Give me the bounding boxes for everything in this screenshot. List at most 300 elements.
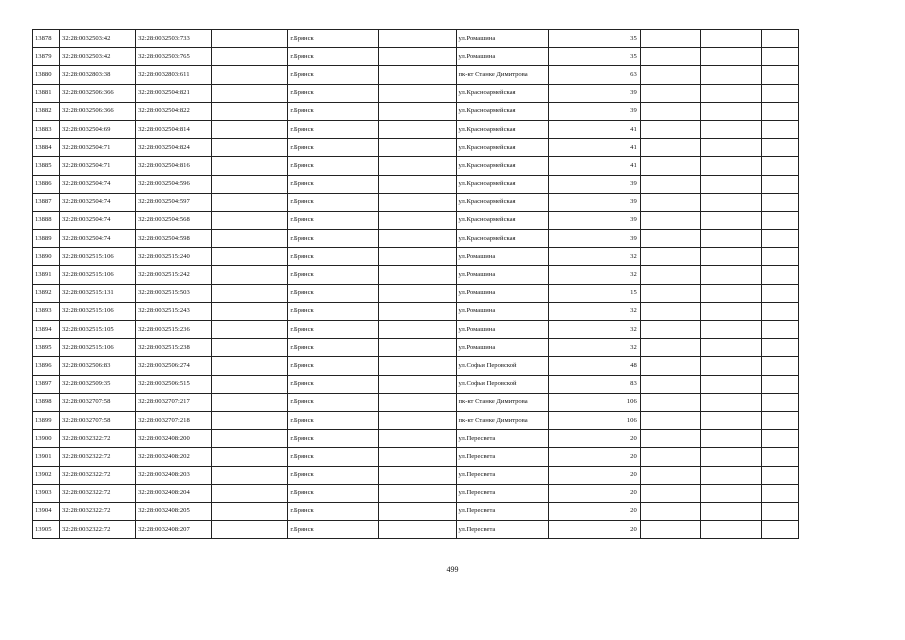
row-number-cell: 13880: [33, 66, 60, 84]
house-cell: 48: [548, 357, 640, 375]
empty-cell: [212, 502, 288, 520]
house-cell: 20: [548, 430, 640, 448]
house-cell: 106: [548, 411, 640, 429]
row-number-cell: 13891: [33, 266, 60, 284]
empty-cell: [761, 302, 798, 320]
house-cell: 20: [548, 448, 640, 466]
object-number-cell: 32:28:0032707:217: [136, 393, 212, 411]
row-number-cell: 13881: [33, 84, 60, 102]
object-number-cell: 32:28:0032504:824: [136, 139, 212, 157]
empty-cell: [761, 284, 798, 302]
table-row: [33, 175, 799, 193]
empty-cell: [761, 248, 798, 266]
empty-cell: [700, 302, 761, 320]
row-number-cell: 13889: [33, 230, 60, 248]
empty-cell: [212, 466, 288, 484]
parcel-number-cell: 32:28:0032515:106: [60, 302, 136, 320]
empty-cell: [761, 266, 798, 284]
table-row: [33, 375, 799, 393]
house-cell: 20: [548, 484, 640, 502]
house-cell: 15: [548, 284, 640, 302]
empty-cell: [212, 139, 288, 157]
city-cell: г.Брянск: [288, 266, 379, 284]
object-number-cell: 32:28:0032408:204: [136, 484, 212, 502]
object-number-cell: 32:28:0032504:597: [136, 193, 212, 211]
parcel-number-cell: 32:28:0032504:71: [60, 157, 136, 175]
object-number-cell: 32:28:0032504:596: [136, 175, 212, 193]
empty-cell: [761, 321, 798, 339]
empty-cell: [379, 48, 456, 66]
object-number-cell: 32:28:0032503:765: [136, 48, 212, 66]
empty-cell: [640, 230, 700, 248]
table-row: [33, 521, 799, 539]
empty-cell: [379, 139, 456, 157]
empty-cell: [212, 484, 288, 502]
empty-cell: [640, 120, 700, 138]
row-number-cell: 13885: [33, 157, 60, 175]
row-number-cell: 13884: [33, 139, 60, 157]
empty-cell: [212, 66, 288, 84]
object-number-cell: 32:28:0032515:236: [136, 321, 212, 339]
row-number-cell: 13883: [33, 120, 60, 138]
empty-cell: [640, 321, 700, 339]
table-row: [33, 411, 799, 429]
city-cell: г.Брянск: [288, 411, 379, 429]
street-cell: ул.Пересвета: [456, 448, 548, 466]
empty-cell: [212, 284, 288, 302]
row-number-cell: 13890: [33, 248, 60, 266]
row-number-cell: 13893: [33, 302, 60, 320]
empty-cell: [761, 393, 798, 411]
street-cell: ул.Ромашина: [456, 30, 548, 48]
street-cell: ул.Ромашина: [456, 48, 548, 66]
parcel-number-cell: 32:28:0032322:72: [60, 484, 136, 502]
street-cell: ул.Красноармейская: [456, 139, 548, 157]
street-cell: ул.Красноармейская: [456, 211, 548, 229]
house-cell: 41: [548, 157, 640, 175]
empty-cell: [212, 430, 288, 448]
house-cell: 39: [548, 175, 640, 193]
city-cell: г.Брянск: [288, 48, 379, 66]
empty-cell: [379, 321, 456, 339]
empty-cell: [640, 102, 700, 120]
empty-cell: [379, 357, 456, 375]
house-cell: 32: [548, 266, 640, 284]
row-number-cell: 13886: [33, 175, 60, 193]
empty-cell: [640, 193, 700, 211]
object-number-cell: 32:28:0032515:503: [136, 284, 212, 302]
parcel-number-cell: 32:28:0032322:72: [60, 466, 136, 484]
house-cell: 32: [548, 321, 640, 339]
house-cell: 20: [548, 521, 640, 539]
empty-cell: [640, 175, 700, 193]
city-cell: г.Брянск: [288, 448, 379, 466]
street-cell: ул.Ромашина: [456, 284, 548, 302]
empty-cell: [761, 466, 798, 484]
table-row: [33, 120, 799, 138]
empty-cell: [640, 248, 700, 266]
parcel-number-cell: 32:28:0032322:72: [60, 521, 136, 539]
empty-cell: [640, 139, 700, 157]
city-cell: г.Брянск: [288, 484, 379, 502]
row-number-cell: 13879: [33, 48, 60, 66]
empty-cell: [640, 302, 700, 320]
row-number-cell: 13904: [33, 502, 60, 520]
empty-cell: [212, 375, 288, 393]
parcel-number-cell: 32:28:0032515:106: [60, 266, 136, 284]
empty-cell: [212, 211, 288, 229]
house-cell: 106: [548, 393, 640, 411]
empty-cell: [379, 157, 456, 175]
parcel-number-cell: 32:28:0032506:366: [60, 84, 136, 102]
city-cell: г.Брянск: [288, 211, 379, 229]
empty-cell: [640, 157, 700, 175]
empty-cell: [212, 521, 288, 539]
table-row: [33, 211, 799, 229]
house-cell: 32: [548, 302, 640, 320]
house-cell: 41: [548, 120, 640, 138]
object-number-cell: 32:28:0032504:568: [136, 211, 212, 229]
row-number-cell: 13897: [33, 375, 60, 393]
empty-cell: [379, 375, 456, 393]
empty-cell: [379, 30, 456, 48]
empty-cell: [379, 393, 456, 411]
street-cell: пк-кт Станке Димитрова: [456, 66, 548, 84]
house-cell: 35: [548, 30, 640, 48]
street-cell: ул.Пересвета: [456, 466, 548, 484]
object-number-cell: 32:28:0032506:515: [136, 375, 212, 393]
object-number-cell: 32:28:0032515:242: [136, 266, 212, 284]
object-number-cell: 32:28:0032504:814: [136, 120, 212, 138]
object-number-cell: 32:28:0032408:200: [136, 430, 212, 448]
empty-cell: [700, 484, 761, 502]
empty-cell: [212, 120, 288, 138]
house-cell: 20: [548, 502, 640, 520]
empty-cell: [761, 375, 798, 393]
empty-cell: [640, 48, 700, 66]
empty-cell: [700, 357, 761, 375]
empty-cell: [212, 175, 288, 193]
empty-cell: [640, 448, 700, 466]
table-row: [33, 448, 799, 466]
city-cell: г.Брянск: [288, 521, 379, 539]
street-cell: ул.Ромашина: [456, 266, 548, 284]
city-cell: г.Брянск: [288, 30, 379, 48]
city-cell: г.Брянск: [288, 302, 379, 320]
empty-cell: [761, 48, 798, 66]
empty-cell: [212, 193, 288, 211]
table-row: [33, 484, 799, 502]
street-cell: ул.Ромашина: [456, 339, 548, 357]
city-cell: г.Брянск: [288, 193, 379, 211]
empty-cell: [379, 102, 456, 120]
row-number-cell: 13895: [33, 339, 60, 357]
empty-cell: [379, 502, 456, 520]
house-cell: 39: [548, 211, 640, 229]
house-cell: 32: [548, 339, 640, 357]
table-row: [33, 339, 799, 357]
city-cell: г.Брянск: [288, 502, 379, 520]
empty-cell: [700, 411, 761, 429]
empty-cell: [379, 302, 456, 320]
empty-cell: [761, 448, 798, 466]
city-cell: г.Брянск: [288, 120, 379, 138]
empty-cell: [700, 120, 761, 138]
empty-cell: [379, 211, 456, 229]
object-number-cell: 32:28:0032504:821: [136, 84, 212, 102]
parcel-number-cell: 32:28:0032504:71: [60, 139, 136, 157]
empty-cell: [640, 84, 700, 102]
object-number-cell: 32:28:0032515:238: [136, 339, 212, 357]
parcel-number-cell: 32:28:0032515:106: [60, 248, 136, 266]
empty-cell: [212, 357, 288, 375]
empty-cell: [761, 211, 798, 229]
table-row: [33, 466, 799, 484]
street-cell: ул.Красноармейская: [456, 193, 548, 211]
empty-cell: [379, 248, 456, 266]
empty-cell: [379, 448, 456, 466]
city-cell: г.Брянск: [288, 284, 379, 302]
object-number-cell: 32:28:0032515:240: [136, 248, 212, 266]
row-number-cell: 13903: [33, 484, 60, 502]
empty-cell: [212, 339, 288, 357]
empty-cell: [700, 230, 761, 248]
row-number-cell: 13892: [33, 284, 60, 302]
empty-cell: [212, 157, 288, 175]
table-row: [33, 102, 799, 120]
house-cell: 63: [548, 66, 640, 84]
row-number-cell: 13900: [33, 430, 60, 448]
object-number-cell: 32:28:0032515:243: [136, 302, 212, 320]
object-number-cell: 32:28:0032503:733: [136, 30, 212, 48]
empty-cell: [700, 284, 761, 302]
city-cell: г.Брянск: [288, 466, 379, 484]
table-row: [33, 248, 799, 266]
street-cell: ул.Софьи Перовской: [456, 357, 548, 375]
parcel-number-cell: 32:28:0032515:131: [60, 284, 136, 302]
table-row: [33, 266, 799, 284]
empty-cell: [640, 339, 700, 357]
table-row: [33, 48, 799, 66]
street-cell: ул.Ромашина: [456, 321, 548, 339]
street-cell: ул.Красноармейская: [456, 175, 548, 193]
empty-cell: [700, 211, 761, 229]
empty-cell: [379, 430, 456, 448]
house-cell: 35: [548, 48, 640, 66]
house-cell: 39: [548, 230, 640, 248]
parcel-number-cell: 32:28:0032504:74: [60, 193, 136, 211]
table-row: [33, 430, 799, 448]
city-cell: г.Брянск: [288, 339, 379, 357]
parcel-number-cell: 32:28:0032504:74: [60, 230, 136, 248]
table-row: [33, 502, 799, 520]
city-cell: г.Брянск: [288, 84, 379, 102]
city-cell: г.Брянск: [288, 393, 379, 411]
empty-cell: [379, 230, 456, 248]
empty-cell: [761, 521, 798, 539]
row-number-cell: 13905: [33, 521, 60, 539]
row-number-cell: 13902: [33, 466, 60, 484]
empty-cell: [640, 484, 700, 502]
empty-cell: [761, 484, 798, 502]
parcel-number-cell: 32:28:0032509:35: [60, 375, 136, 393]
city-cell: г.Брянск: [288, 430, 379, 448]
table-row: [33, 357, 799, 375]
empty-cell: [761, 357, 798, 375]
city-cell: г.Брянск: [288, 357, 379, 375]
row-number-cell: 13888: [33, 211, 60, 229]
empty-cell: [379, 284, 456, 302]
empty-cell: [761, 30, 798, 48]
table-row: [33, 321, 799, 339]
empty-cell: [761, 411, 798, 429]
empty-cell: [700, 375, 761, 393]
parcel-number-cell: 32:28:0032504:69: [60, 120, 136, 138]
empty-cell: [700, 102, 761, 120]
row-number-cell: 13899: [33, 411, 60, 429]
empty-cell: [640, 266, 700, 284]
empty-cell: [212, 30, 288, 48]
house-cell: 39: [548, 102, 640, 120]
empty-cell: [212, 393, 288, 411]
object-number-cell: 32:28:0032504:816: [136, 157, 212, 175]
table-row: [33, 84, 799, 102]
street-cell: ул.Пересвета: [456, 521, 548, 539]
empty-cell: [379, 120, 456, 138]
empty-cell: [700, 430, 761, 448]
empty-cell: [212, 84, 288, 102]
street-cell: ул.Красноармейская: [456, 84, 548, 102]
street-cell: ул.Красноармейская: [456, 157, 548, 175]
empty-cell: [700, 266, 761, 284]
parcel-number-cell: 32:28:0032506:366: [60, 102, 136, 120]
parcel-number-cell: 32:28:0032707:58: [60, 411, 136, 429]
empty-cell: [379, 411, 456, 429]
page-number: 499: [446, 565, 459, 574]
street-cell: ул.Пересвета: [456, 502, 548, 520]
object-number-cell: 32:28:0032408:205: [136, 502, 212, 520]
table-row: [33, 30, 799, 48]
city-cell: г.Брянск: [288, 102, 379, 120]
object-number-cell: 32:28:0032504:598: [136, 230, 212, 248]
city-cell: г.Брянск: [288, 157, 379, 175]
parcel-number-cell: 32:28:0032504:74: [60, 175, 136, 193]
row-number-cell: 13882: [33, 102, 60, 120]
empty-cell: [212, 302, 288, 320]
empty-cell: [761, 430, 798, 448]
empty-cell: [640, 411, 700, 429]
empty-cell: [212, 48, 288, 66]
street-cell: ул.Софьи Перовской: [456, 375, 548, 393]
empty-cell: [700, 139, 761, 157]
table-row: [33, 230, 799, 248]
parcel-number-cell: 32:28:0032707:58: [60, 393, 136, 411]
object-number-cell: 32:28:0032408:207: [136, 521, 212, 539]
object-number-cell: 32:28:0032506:274: [136, 357, 212, 375]
empty-cell: [761, 175, 798, 193]
empty-cell: [761, 502, 798, 520]
empty-cell: [640, 393, 700, 411]
object-number-cell: 32:28:0032803:611: [136, 66, 212, 84]
empty-cell: [640, 375, 700, 393]
empty-cell: [640, 502, 700, 520]
parcel-number-cell: 32:28:0032803:38: [60, 66, 136, 84]
empty-cell: [640, 30, 700, 48]
parcel-number-cell: 32:28:0032322:72: [60, 430, 136, 448]
empty-cell: [700, 521, 761, 539]
empty-cell: [761, 193, 798, 211]
street-cell: пк-кт Станке Димитрова: [456, 393, 548, 411]
empty-cell: [761, 66, 798, 84]
street-cell: ул.Ромашина: [456, 248, 548, 266]
city-cell: г.Брянск: [288, 375, 379, 393]
empty-cell: [379, 521, 456, 539]
empty-cell: [700, 157, 761, 175]
parcel-number-cell: 32:28:0032515:105: [60, 321, 136, 339]
table-row: [33, 66, 799, 84]
house-cell: 32: [548, 248, 640, 266]
object-number-cell: 32:28:0032408:202: [136, 448, 212, 466]
street-cell: ул.Пересвета: [456, 430, 548, 448]
object-number-cell: 32:28:0032707:218: [136, 411, 212, 429]
house-cell: 39: [548, 193, 640, 211]
parcel-number-cell: 32:28:0032503:42: [60, 30, 136, 48]
parcel-number-cell: 32:28:0032506:83: [60, 357, 136, 375]
parcel-number-cell: 32:28:0032322:72: [60, 502, 136, 520]
house-cell: 39: [548, 84, 640, 102]
empty-cell: [761, 339, 798, 357]
empty-cell: [761, 157, 798, 175]
table-body: [33, 30, 799, 539]
empty-cell: [640, 521, 700, 539]
city-cell: г.Брянск: [288, 139, 379, 157]
table-row: [33, 302, 799, 320]
row-number-cell: 13896: [33, 357, 60, 375]
city-cell: г.Брянск: [288, 248, 379, 266]
street-cell: ул.Ромашина: [456, 302, 548, 320]
row-number-cell: 13887: [33, 193, 60, 211]
empty-cell: [700, 30, 761, 48]
parcel-number-cell: 32:28:0032322:72: [60, 448, 136, 466]
empty-cell: [700, 193, 761, 211]
empty-cell: [212, 266, 288, 284]
empty-cell: [700, 66, 761, 84]
empty-cell: [640, 284, 700, 302]
object-number-cell: 32:28:0032504:822: [136, 102, 212, 120]
row-number-cell: 13898: [33, 393, 60, 411]
empty-cell: [700, 175, 761, 193]
table-row: [33, 393, 799, 411]
empty-cell: [379, 193, 456, 211]
empty-cell: [379, 266, 456, 284]
street-cell: пк-кт Станке Димитрова: [456, 411, 548, 429]
table-row: [33, 139, 799, 157]
empty-cell: [700, 48, 761, 66]
empty-cell: [212, 321, 288, 339]
empty-cell: [212, 411, 288, 429]
house-cell: 83: [548, 375, 640, 393]
street-cell: ул.Красноармейская: [456, 120, 548, 138]
empty-cell: [212, 448, 288, 466]
empty-cell: [212, 102, 288, 120]
empty-cell: [761, 230, 798, 248]
empty-cell: [761, 84, 798, 102]
empty-cell: [379, 339, 456, 357]
row-number-cell: 13878: [33, 30, 60, 48]
street-cell: ул.Красноармейская: [456, 102, 548, 120]
empty-cell: [640, 466, 700, 484]
data-table: [32, 29, 799, 539]
